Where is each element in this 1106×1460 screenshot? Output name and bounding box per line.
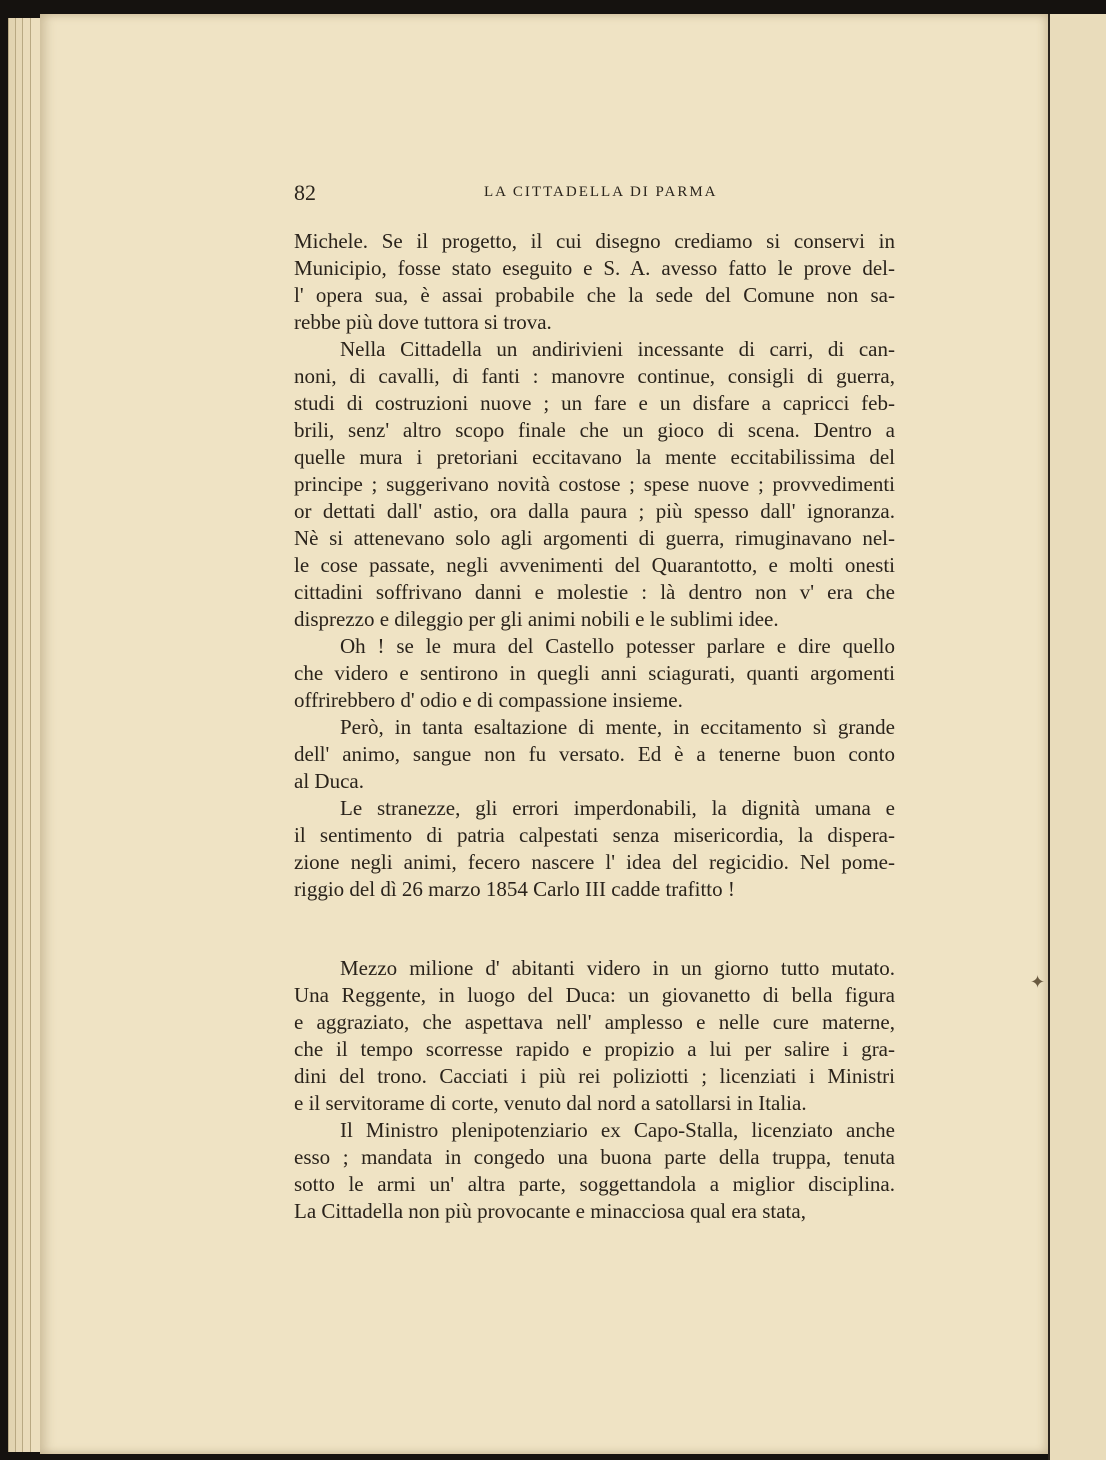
text-line: che videro e sentirono in quegli anni sciagurati, quanti argomenti xyxy=(294,661,895,685)
text-line: dini del trono. Cacciati i più rei poliziotti ; licenziati i Ministri xyxy=(294,1064,895,1088)
section-break xyxy=(294,903,895,955)
text-line: principe ; suggerivano novità costose ; spese nuove ; provvedimenti xyxy=(294,472,895,496)
text-line: riggio del dì 26 marzo 1854 Carlo III cadde trafitto ! xyxy=(294,877,735,901)
text-line: Michele. Se il progetto, il cui disegno crediamo si conservi in xyxy=(294,229,895,253)
text-line: Nè si attenevano solo agli argomenti di guerra, rimuginavano nel- xyxy=(294,526,895,550)
text-line: studi di costruzioni nuove ; un fare e un disfare a capricci feb- xyxy=(294,391,895,415)
text-line: Nella Cittadella un andirivieni incessante di carri, di can- xyxy=(340,337,895,361)
text-line: Mezzo milione d' abitanti videro in un giorno tutto mutato. xyxy=(340,956,895,980)
text-line: quelle mura i pretoriani eccitavano la mente eccitabilissima del xyxy=(294,445,895,469)
paragraph xyxy=(294,1117,895,1225)
text-line: Il Ministro plenipotenziario ex Capo-Stalla, licenziato anche xyxy=(340,1118,895,1142)
text-line: al Duca. xyxy=(294,769,364,793)
page-header xyxy=(294,180,894,210)
text-line: Municipio, fosse stato eseguito e S. A. avesso fatto le prove del- xyxy=(294,256,895,280)
text-line: sotto le armi un' altra parte, soggettandola a miglior disciplina. xyxy=(294,1172,895,1196)
paragraph xyxy=(294,795,895,903)
text-line: offrirebbero d' odio e di compassione insieme. xyxy=(294,688,683,712)
paragraph xyxy=(294,714,895,795)
text-line: cittadini soffrivano danni e molestie : là dentro non v' era che xyxy=(294,580,895,604)
running-title: LA CITTADELLA DI PARMA xyxy=(484,184,718,200)
ink-mark-icon: ✦ xyxy=(1030,972,1046,993)
body-text xyxy=(294,228,895,1225)
text-line: che il tempo scorresse rapido e propizio a lui per salire i gra- xyxy=(294,1037,895,1061)
text-line: rebbe più dove tuttora si trova. xyxy=(294,310,552,334)
text-line: or dettati dall' astio, ora dalla paura ; più spesso dall' ignoranza. xyxy=(294,499,895,523)
text-line: il sentimento di patria calpestati senza misericordia, la dispera- xyxy=(294,823,895,847)
paragraph xyxy=(294,336,895,633)
text-line: disprezzo e dileggio per gli animi nobili e le sublimi idee. xyxy=(294,607,779,631)
text-line: esso ; mandata in congedo una buona parte della truppa, tenuta xyxy=(294,1145,895,1169)
text-line: brili, senz' altro scopo finale che un gioco di scena. Dentro a xyxy=(294,418,895,442)
text-line: e aggraziato, che aspettava nell' amplesso e nelle cure materne, xyxy=(294,1010,895,1034)
text-line: e il servitorame di corte, venuto dal nord a satollarsi in Italia. xyxy=(294,1091,807,1115)
paragraph xyxy=(294,228,895,336)
text-line: Le stranezze, gli errori imperdonabili, la dignità umana e xyxy=(340,796,895,820)
page-number: 82 xyxy=(294,180,316,205)
text-line: Oh ! se le mura del Castello potesser parlare e dire quello xyxy=(340,634,895,658)
facing-page-edge xyxy=(1048,14,1106,1460)
text-line: Però, in tanta esaltazione di mente, in eccitamento sì grande xyxy=(340,715,895,739)
paragraph xyxy=(294,955,895,1117)
text-line: Una Reggente, in luogo del Duca: un giovanetto di bella figura xyxy=(294,983,895,1007)
text-line: dell' animo, sangue non fu versato. Ed è a tenerne buon conto xyxy=(294,742,895,766)
text-line: La Cittadella non più provocante e minacciosa qual era stata, xyxy=(294,1199,806,1223)
text-line: noni, di cavalli, di fanti : manovre continue, consigli di guerra, xyxy=(294,364,895,388)
text-line: le cose passate, negli avvenimenti del Quarantotto, e molti onesti xyxy=(294,553,895,577)
text-line: l' opera sua, è assai probabile che la sede del Comune non sa- xyxy=(294,283,895,307)
text-line: zione negli animi, fecero nascere l' idea del regicidio. Nel pome- xyxy=(294,850,895,874)
paragraph xyxy=(294,633,895,714)
